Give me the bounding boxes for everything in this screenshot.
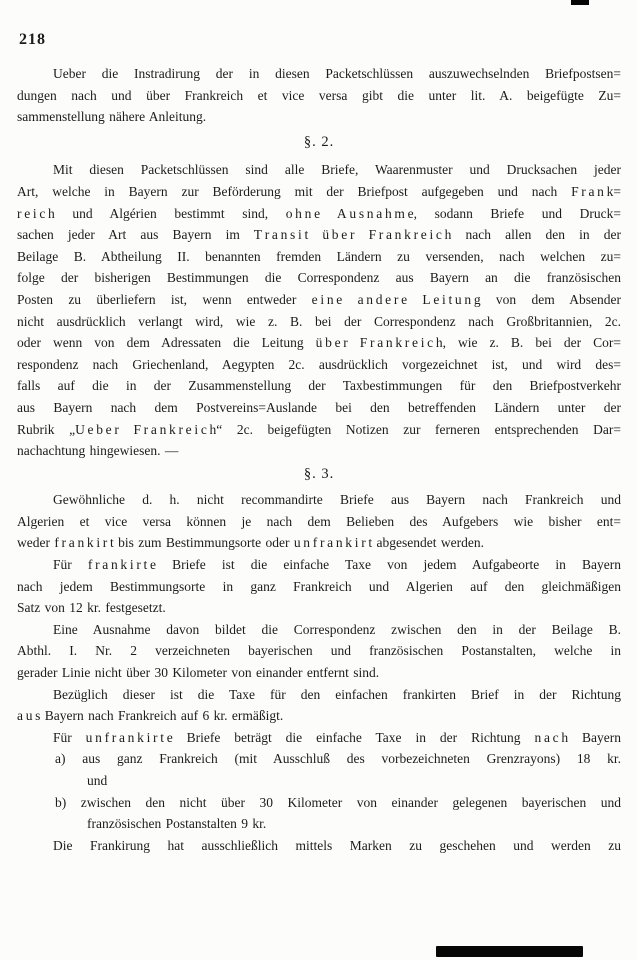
section-heading: §. 3. bbox=[303, 465, 335, 482]
text-line: Eine Ausnahme davon bildet die Correspondenz zwischen den in der Beilage B. bbox=[53, 621, 621, 637]
text-line: Die Frankirung hat ausschließlich mittels Marken zu geschehen und werden zu bbox=[53, 837, 621, 853]
scan-artifact-dash bbox=[571, 0, 589, 5]
text-line: sammenstellung nähere Anleitung. bbox=[17, 109, 207, 125]
section-heading: §. 2. bbox=[303, 133, 335, 150]
section-3 bbox=[17, 464, 621, 857]
text-line: Rubrik „U e b e r F r a n k r e i c h“ 2c. beigefügten Notizen zur ferneren entsprechenden Dar= bbox=[17, 421, 621, 437]
text-line: falls auf die in der Zusammenstellung der Taxbestimmungen für den Briefpostverkehr bbox=[17, 378, 621, 394]
text-line: Mit diesen Packetschlüssen sind alle Briefe, Waarenmuster und Drucksachen jeder bbox=[53, 162, 621, 178]
text-line: Art, welche in Bayern zur Beförderung mit der Briefpost aufgegeben und nach F r a n k= bbox=[17, 183, 621, 199]
scan-artifact-bar bbox=[436, 946, 583, 957]
text-line: Für f r a n k i r t e Briefe ist die einfache Taxe von jedem Aufgabeorte in Bayern bbox=[53, 557, 621, 573]
text-line: Beilage B. Abtheilung II. benannten fremden Ländern zu versenden, nach welchen zu= bbox=[17, 248, 621, 264]
text-line: oder wenn von dem Adressaten die Leitung ü b e r F r a n k r e i c h, wie z. B. bei der Cor= bbox=[17, 335, 621, 351]
page-number: 218 bbox=[19, 31, 46, 48]
text-line: r e i c h und Algérien bestimmt sind, o h n e A u s n a h m e, sodann Briefe und Druck= bbox=[17, 205, 621, 221]
text-line: a u s Bayern nach Frankreich auf 6 kr. ermäßigt. bbox=[17, 708, 284, 724]
text-line: a) aus ganz Frankreich (mit Ausschluß des vorbezeichneten Grenzrayons) 18 kr. bbox=[55, 751, 621, 767]
text-line: Für u n f r a n k i r t e Briefe beträgt die einfache Taxe in der Richtung n a c h Bayern bbox=[53, 729, 621, 745]
text-line: respondenz nach Griechenland, Aegypten 2c. ausdrücklich vorgezeichnet ist, und wird des= bbox=[17, 356, 621, 372]
text-line: Bezüglich dieser ist die Taxe für den einfachen frankirten Brief in der Richtung bbox=[53, 686, 621, 702]
text-line: Abthl. I. Nr. 2 verzeichneten bayerischen und französischen Postanstalten, welche in bbox=[17, 643, 621, 659]
text-line: nicht ausdrücklich verlangt wird, wie z. B. bei der Correspondenz nach Großbritannien, 2c. bbox=[17, 313, 621, 329]
text-line: französischen Postanstalten 9 kr. bbox=[87, 816, 267, 832]
text-line: weder f r a n k i r t bis zum Bestimmungsorte oder u n f r a n k i r t abgesendet werden. bbox=[17, 535, 484, 551]
text-line: folge der bisherigen Bestimmungen die Correspondenz aus Bayern an die französischen bbox=[17, 270, 621, 286]
text-line: gerader Linie nicht über 30 Kilometer von einander entfernt sind. bbox=[17, 665, 380, 681]
text-line: Posten zu überliefern ist, wenn entweder e i n e a n d e r e L e i t u n g von dem Absender bbox=[17, 291, 621, 307]
text-line: Ueber die Instradirung der in diesen Packetschlüssen auszuwechselnden Briefpostsen= bbox=[53, 66, 621, 81]
section-2 bbox=[17, 132, 621, 462]
text-line: Algerien et vice versa können je nach dem Belieben des Aufgebers wie bisher ent= bbox=[17, 513, 621, 529]
text-column bbox=[17, 63, 621, 856]
text-line: b) zwischen den nicht über 30 Kilometer von einander gelegenen bayerischen und bbox=[55, 794, 621, 810]
text-line: und bbox=[87, 773, 108, 788]
text-line: aus Bayern nach dem Postvereins=Auslande bei den betreffenden Ländern unter der bbox=[17, 399, 621, 415]
text-line: sachen jeder Art aus Bayern im T r a n s i t ü b e r F r a n k r e i c h nach allen den in der bbox=[17, 227, 621, 243]
text-line: dungen nach und über Frankreich et vice versa gibt die unter lit. A. beigefügte Zu= bbox=[17, 87, 621, 103]
text-line: Gewöhnliche d. h. nicht recommandirte Briefe aus Bayern nach Frankreich und bbox=[53, 492, 621, 508]
text-line: nachachtung hingewiesen. — bbox=[17, 443, 179, 459]
text-line: Satz von 12 kr. festgesetzt. bbox=[17, 600, 166, 616]
text-line: nach jedem Bestimmungsorte in ganz Frankreich und Algerien auf den gleichmäßigen bbox=[17, 578, 621, 594]
intro bbox=[17, 63, 621, 128]
